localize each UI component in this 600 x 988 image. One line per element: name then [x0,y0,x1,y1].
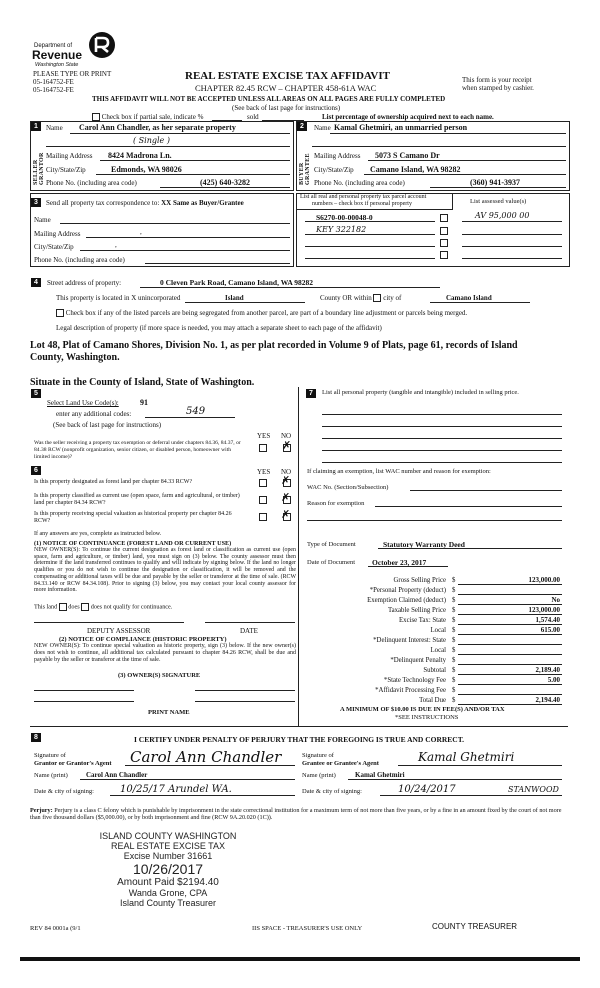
receipt-note2: when stamped by cashier. [462,84,534,92]
land-use-code: 91 [140,398,148,407]
tax-row-dollar: $ [452,667,456,674]
doc-type: Statutory Warranty Deed [383,540,465,549]
stamp-line7: Island County Treasurer [119,898,217,908]
dept-line2: Revenue [32,48,83,62]
parcels-header2: numbers – check box if personal property [312,201,412,207]
warning: THIS AFFIDAVIT WILL NOT BE ACCEPTED UNLESS ALL AREAS ON ALL PAGES ARE FULLY COMPLETED [92,95,446,103]
segregated-row: Check box if any of the listed parcels are being segregated from another parcel, are part of a boundary line adjustment or parcels being merged. [56,309,467,317]
tax-row-label: *Delinquent Penalty [390,657,446,664]
stamp-line4: 10/26/2017 [132,861,204,877]
tax-row-dollar: $ [452,637,456,644]
please-type: PLEASE TYPE OR PRINT [33,70,112,78]
grantor-date-label: Date & city of signing: [34,788,94,795]
seller-handwritten: ( Single ) [133,136,170,145]
section-3-number: 3 [31,198,41,207]
tax-row-value: 615.00 [540,626,560,634]
buyer-city: Camano Island, WA 98282 [370,165,461,174]
notice1-body: NEW OWNER(S): To continue the current designation as forest land or classification as current use (open space, farm and agriculture, or timber) land, you must sign on (3) below. The county assessor must then determine if the land transferred continues to qualify and will indicate by signing below. If the land no longer qualifies or you do not wish to continue the designation or classification, it will be removed and the compensating or additional taxes will be due and payable by the seller or transferor at the time of sale. (RCW 84.33.140 or RCW 84.34.108). Prior to signing (3) below, you may contact your local county assessor for more information. [34,547,296,594]
see-instructions: *SEE INSTRUCTIONS [395,714,459,721]
legal-desc-3: Situate in the County of Island, State of Washington. [30,377,255,388]
assessed-header: List assessed value(s) [470,198,527,205]
doc-date: October 23, 2017 [372,558,427,567]
deputy-assessor-label: DEPUTY ASSESSOR [87,627,151,635]
form-no2: 05-164752-FE [33,86,74,94]
seller-mailing: 8424 Madrona Ln. [108,151,172,160]
form-no1: 05-164752-FE [33,78,74,86]
city-name: Camano Island [446,294,492,302]
section-1-number: 1 [31,122,41,131]
tax-row-value: No [551,596,560,604]
rev-number: REV 84 0001a (9/1 [30,925,81,932]
ownership-note: List percentage of ownership acquired next to each name. [322,113,494,121]
see-back: (See back of last page for instructions) [232,104,341,112]
s6-q2: Is this property classified as current use (open space, farm and agricultural, or timber) land per chapter 84.34 RCW? [34,493,240,506]
buyer-phone-label: Phone No. (including area code) [314,179,405,187]
tax-row-label: Excise Tax: State [399,617,446,624]
s6-q1-no-mark: ✗ [281,474,291,487]
tax-row-label: Subtotal [423,667,446,674]
grantee-date-label: Date & city of signing: [302,788,362,795]
seller-city-label: City/State/Zip [46,166,86,174]
dept-line1: Department of [34,43,73,49]
notice2-body: NEW OWNER(S): To continue special valuation as historic property, sign (3) below. If the new owner(s) does not wish to continue, all additional tax calculated pursuant to chapter 84.26 RCW, shall be due and payable by the seller or transferor at the time of sale. [34,643,296,663]
tax-row-dollar: $ [452,687,456,694]
grantor-name-label: Name (print) [34,772,68,779]
if-yes: If any answers are yes, complete as instructed below. [34,531,162,537]
s6-q2-yes[interactable] [259,496,267,504]
grantee-city: STANWOOD [508,785,559,794]
county-name: Island [225,294,244,302]
form-title: REAL ESTATE EXCISE TAX AFFIDAVIT [185,70,390,82]
tax-row-dollar: $ [452,617,456,624]
land-does-checkbox[interactable] [59,603,67,611]
segregated-checkbox[interactable] [56,309,64,317]
doc-date-label: Date of Document [307,559,356,566]
land-does-not-checkbox[interactable] [81,603,89,611]
dor-logo [32,30,122,68]
tax-row-dollar: $ [452,677,456,684]
tax-row-dollar: $ [452,607,456,614]
tax-row-value: 123,000.00 [528,576,560,584]
exemption-label: If claiming an exemption, list WAC number and reason for exemption: [307,468,491,475]
grantor-sig-label: Signature of Grantor or Grantor's Agent [34,752,112,767]
grantee-date: 10/24/2017 [398,784,456,795]
grantee-signature: Kamal Ghetmiri [418,750,515,764]
buyer-mailing: 5073 S Camano Dr [375,151,440,160]
notice2-title: (2) NOTICE OF COMPLIANCE (HISTORIC PROPERTY) [59,636,227,643]
s6-no: NO [281,468,292,476]
perjury-notice: Perjury: Perjury is a class C felony which is punishable by imprisonment in the state correctional institution for a maximum term of not more than five years, or by a fine in an amount fixed by the court of not more than five thousand dollars ($5,000.00), or by both imprisonment and fine (RCW 9A.20.020 (1C)). [30,807,562,822]
receipt-note1: This form is your receipt [462,76,532,84]
legal-desc-1: Lot 48, Plat of Camano Shores, Division No. 1, as per plat recorded in Volume 9 of Plats, page 61, records of Island [30,340,518,351]
seller-side-label: SELLER GRANTOR [33,152,45,185]
doc-type-label: Type of Document [307,541,356,548]
parcel-key: KEY 322182 [316,225,367,234]
tax-row-label: *Personal Property (deduct) [369,587,446,594]
located-text: This property is located in X unincorporated [56,294,181,302]
additional-codes-label: enter any additional codes: [56,410,132,418]
buyer-name: Kamal Ghetmiri, an unmarried person [334,123,468,132]
tax-row-value: 1,574.40 [535,616,560,624]
assessed-value-1: AV 95,000 00 [475,211,530,220]
grantor-date: 10/25/17 Arundel WA. [120,784,232,795]
s6-q3-no-mark: ✗ [281,508,291,521]
section5-see-back: (See back of last page for instructions) [53,421,162,429]
stamp-line5: Amount Paid $2194.40 [117,877,219,888]
street-address: 0 Cleven Park Road, Camano Island, WA 98282 [160,278,314,287]
additional-codes: 549 [186,406,206,417]
s5-q1: Was the seller receiving a property tax exemption or deferral under chapters 84.36, 84.37, or 84.38 RCW (nonprofit organization, senior citizen, or disabled person, homeowner with limited income)? [34,440,241,460]
legal-note: Legal description of property (if more space is needed, you may attach a separate sheet to each page of the affidavit) [56,324,382,332]
corr-phone-label: Phone No. (including area code) [34,256,125,264]
grantee-name-label: Name (print) [302,772,336,779]
buyer-city-label: City/State/Zip [314,166,354,174]
county-treasurer: COUNTY TREASURER [432,922,518,931]
same-as-buyer: XX Same as Buyer/Grantee [161,199,244,207]
parcel2-personal-checkbox[interactable] [440,227,448,235]
tax-row-label: Gross Selling Price [393,577,446,584]
minimum-note: A MINIMUM OF $10.00 IS DUE IN FEE(S) AND/OR TAX [340,706,505,713]
section-8-number: 8 [31,733,41,742]
section-2-number: 2 [297,122,307,131]
continuance-row: This land does does not qualify for continuance. [34,603,173,611]
city-of-checkbox[interactable] [373,294,381,302]
land-use-label: Select Land Use Code(s): [47,399,119,407]
seller-phone-label: Phone No. (including area code) [46,179,137,187]
s5-yes: YES [257,432,271,440]
grantor-name: Carol Ann Chandler [86,771,148,779]
tax-row-value: 2,194.40 [535,696,560,704]
stamp-line3: Excise Number 31661 [123,851,213,861]
tax-row-label: Taxable Selling Price [387,607,446,614]
certify-text: I CERTIFY UNDER PENALTY OF PERJURY THAT THE FOREGOING IS TRUE AND CORRECT. [134,735,465,744]
s6-q2-no-mark: ✗ [281,491,291,504]
form-subtitle: CHAPTER 82.45 RCW – CHAPTER 458-61A WAC [195,83,377,93]
treasurer-stamp [92,831,244,908]
seller-mailing-label: Mailing Address [46,152,93,160]
notice1-title: (1) NOTICE OF CONTINUANCE (FOREST LAND OR CURRENT USE) [34,540,232,547]
tax-row-dollar: $ [452,697,456,704]
street-label: Street address of property: [47,279,122,287]
seller-name-label: Name [46,124,63,132]
section-4-number: 4 [31,278,41,287]
tax-row-label: Local [430,627,446,634]
tax-row-dollar: $ [452,627,456,634]
tax-row-value: 2,189.40 [535,666,560,674]
tax-row-label: *Delinquent Interest: State [373,637,446,644]
s5-q1-no-mark: ✗ [282,439,292,452]
stamp-line2: REAL ESTATE EXCISE TAX [110,841,226,851]
personal-property-label: List all personal property (tangible and intangible) included in selling price. [322,389,519,396]
tax-row-value: 123,000.00 [528,606,560,614]
deputy-date-label: DATE [240,627,258,635]
seller-city: Edmonds, WA 98026 [111,165,182,174]
legal-desc-2: County, Washington. [30,352,120,363]
section-7-number: 7 [306,389,316,398]
s6-yes: YES [257,468,271,476]
reason-label: Reason for exemption [307,500,365,507]
correspondence-label: Send all property tax correspondence to: XX Same as Buyer/Grantee [46,199,244,207]
tax-row-label: Exemption Claimed (deduct) [367,597,446,604]
corr-mailing-label: Mailing Address [34,230,81,238]
grantee-name: Kamal Ghetmiri [355,771,405,779]
s6-q1: Is this property designated as forest land per chapter 84.33 RCW? [34,479,193,485]
tax-row-value: 5.00 [547,676,560,684]
s5-no: NO [281,432,292,440]
seller-phone: (425) 640-3282 [200,178,250,187]
parcel1-personal-checkbox[interactable] [440,214,448,222]
treasurer-space: IIS SPACE - TREASURER'S USE ONLY [252,925,363,932]
tax-row-label: Local [430,647,446,654]
section-5-number: 5 [31,389,41,398]
buyer-phone: (360) 941-3937 [470,178,520,187]
tax-row-label: Total Due [419,697,446,704]
buyer-mailing-label: Mailing Address [314,152,361,160]
sold-label: sold [247,113,259,121]
buyer-name-label: Name [314,124,331,132]
corr-name-label: Name [34,216,51,224]
tax-row-dollar: $ [452,577,456,584]
grantee-sig-label: Signature of Grantee or Grantee's Agent [302,752,379,767]
buyer-side-label: BUYER GRANTEE [299,153,311,185]
s6-q3-yes[interactable] [259,513,267,521]
tax-row-dollar: $ [452,647,456,654]
seller-name: Carol Ann Chandler, as her separate property [79,123,236,132]
tax-row-dollar: $ [452,657,456,664]
stamp-line6: Wanda Grone, CPA [128,888,208,898]
revenue-logo-icon [87,30,117,60]
dept-line3: Washington State [35,62,79,68]
s5-q1-yes[interactable] [259,444,267,452]
stamp-line1: ISLAND COUNTY WASHINGTON [99,831,237,841]
bottom-rule [20,957,580,961]
parcel4-personal-checkbox[interactable] [440,251,448,259]
parcel3-personal-checkbox[interactable] [440,239,448,247]
section-6-number: 6 [31,466,41,475]
parcel-number-1: S6270-00-00048-0 [316,213,373,222]
tax-row-dollar: $ [452,597,456,604]
partial-sale-label: Check box if partial sale, indicate % [101,113,204,121]
owner-sig-label: (3) OWNER(S) SIGNATURE [118,672,201,679]
tax-row-label: *State Technology Fee [383,677,446,684]
print-name-label: PRINT NAME [148,709,190,716]
corr-city-label: City/State/Zip [34,243,74,251]
s6-q1-yes[interactable] [259,479,267,487]
grantor-signature: Carol Ann Chandler [130,748,282,766]
wac-label: WAC No. (Section/Subsection) [307,484,389,491]
tax-row-dollar: $ [452,587,456,594]
tax-row-label: *Affidavit Processing Fee [375,687,446,694]
parcels-header1: List all real and personal property tax parcel account [300,194,427,200]
located-county-or: County OR within city of [320,294,402,302]
s6-q3: Is this property receiving special valuation as historical property per chapter 84.26 RCW? [34,511,232,524]
